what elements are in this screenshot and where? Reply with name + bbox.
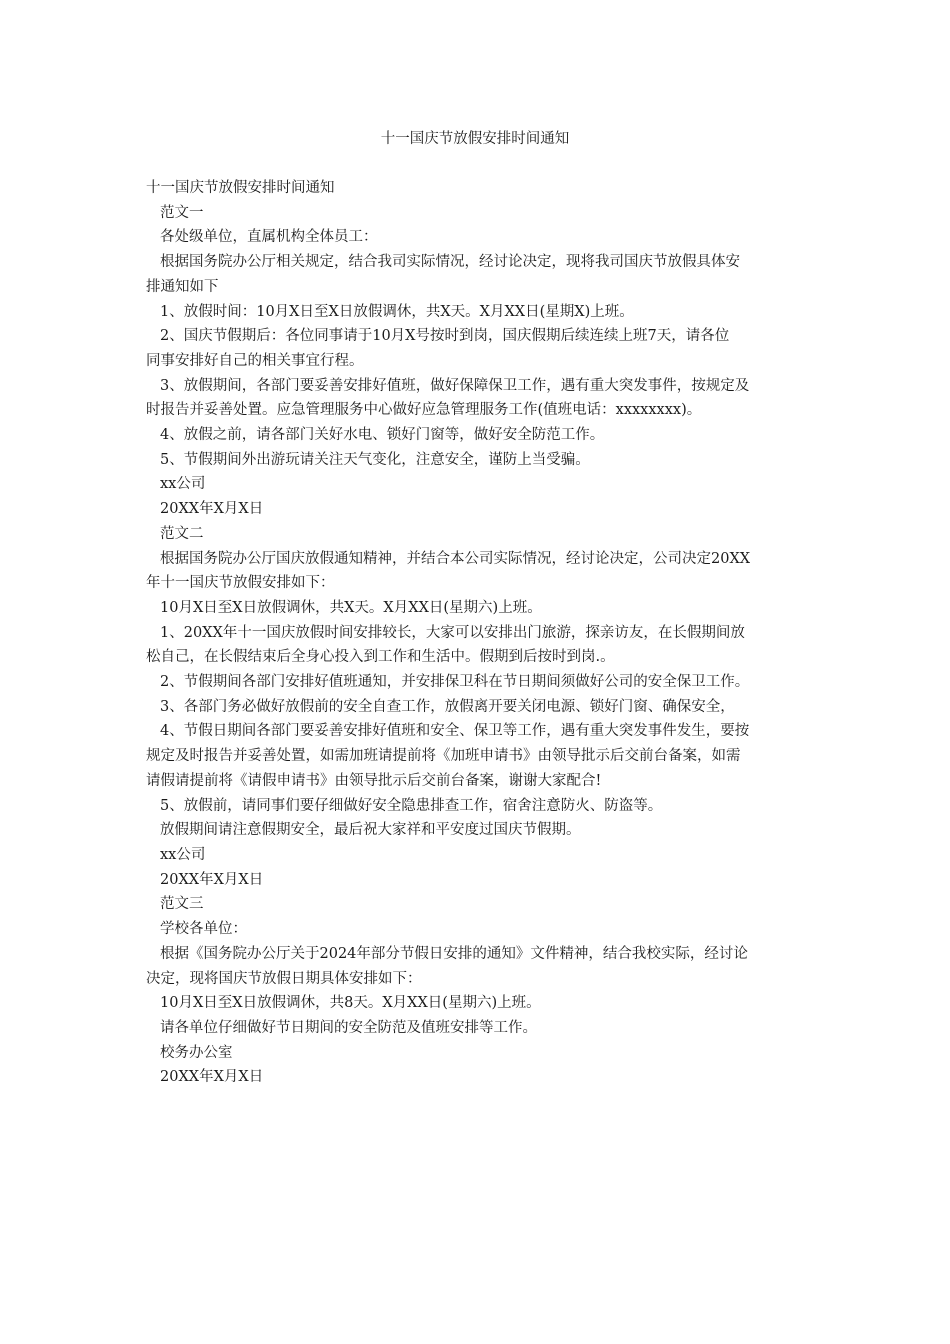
doc-line: 松自己，在长假结束后全身心投入到工作和生活中。假期到后按时到岗.。 <box>146 649 615 666</box>
doc-line: 范文三 <box>160 896 204 913</box>
doc-line: 年十一国庆节放假安排如下： <box>146 575 335 592</box>
doc-line: 根据国务院办公厅相关规定，结合我司实际情况，经讨论决定，现将我司国庆节放假具体安 <box>160 254 740 271</box>
doc-line: 学校各单位： <box>160 921 247 938</box>
doc-line: 20XX年X月X日 <box>160 501 264 518</box>
doc-line: 范文一 <box>160 204 204 221</box>
doc-line: 根据《国务院办公厅关于2024年部分节假日安排的通知》文件精神，结合我校实际，经讨论 <box>160 945 748 962</box>
doc-line: 同事安排好自己的相关事宜行程。 <box>146 352 364 369</box>
doc-line: 10月X日至X日放假调休，共X天。X月XX日(星期六)上班。 <box>160 599 542 616</box>
doc-line: 放假期间请注意假期安全，最后祝大家祥和平安度过国庆节假期。 <box>160 822 581 839</box>
doc-line: 校务办公室 <box>160 1044 233 1061</box>
doc-line: 时报告并妥善处置。应急管理服务中心做好应急管理服务工作(值班电话：xxxxxxxx)。 <box>146 402 702 419</box>
document-title: 十一国庆节放假安排时间通知 <box>380 131 570 147</box>
doc-line: 十一国庆节放假安排时间通知 <box>146 180 335 196</box>
doc-line: 20XX年X月X日 <box>160 871 264 888</box>
doc-line: xx公司 <box>160 476 206 493</box>
doc-line: 范文二 <box>160 525 204 542</box>
doc-line: 根据国务院办公厅国庆放假通知精神，并结合本公司实际情况，经讨论决定，公司决定20XX <box>160 550 751 567</box>
doc-line: 3、放假期间，各部门要妥善安排好值班，做好保障保卫工作，遇有重大突发事件，按规定及 <box>160 377 750 394</box>
doc-line: 3、各部门务必做好放假前的安全自查工作，放假离开要关闭电源、锁好门窗、确保安全， <box>160 698 735 715</box>
doc-line: 1、放假时间：10月X日至X日放假调休，共X天。X月XX日(星期X)上班。 <box>160 303 634 320</box>
doc-line: xx公司 <box>160 846 206 863</box>
doc-line: 请假请提前将《请假申请书》由领导批示后交前台备案，谢谢大家配合! <box>146 772 602 789</box>
doc-line: 4、放假之前，请各部门关好水电、锁好门窗等，做好安全防范工作。 <box>160 427 605 444</box>
document-body <box>146 176 810 1090</box>
doc-line: 各处级单位，直属机构全体员工： <box>160 229 378 246</box>
doc-line: 5、节假期间外出游玩请关注天气变化，注意安全，谨防上当受骗。 <box>160 451 590 468</box>
doc-line: 请各单位仔细做好节日期间的安全防范及值班安排等工作。 <box>160 1019 537 1036</box>
doc-line: 2、国庆节假期后：各位同事请于10月X号按时到岗，国庆假期后续连续上班7天，请各位 <box>160 328 730 345</box>
doc-line: 规定及时报告并妥善处置，如需加班请提前将《加班申请书》由领导批示后交前台备案，如需 <box>146 748 741 765</box>
doc-line: 20XX年X月X日 <box>160 1069 264 1086</box>
doc-line: 2、节假期间各部门安排好值班通知，并安排保卫科在节日期间须做好公司的安全保卫工作。 <box>160 674 750 691</box>
doc-line: 4、节假日期间各部门要妥善安排好值班和安全、保卫等工作，遇有重大突发事件发生，要按 <box>160 723 750 740</box>
doc-line: 10月X日至X日放假调休，共8天。X月XX日(星期六)上班。 <box>160 995 541 1012</box>
doc-line: 1、20XX年十一国庆放假时间安排较长，大家可以安排出门旅游，探亲访友，在长假期间放 <box>160 624 745 641</box>
doc-line: 决定，现将国庆节放假日期具体安排如下： <box>146 970 422 987</box>
doc-line: 排通知如下 <box>146 278 219 295</box>
doc-line: 5、放假前，请同事们要仔细做好安全隐患排查工作，宿舍注意防火、防盗等。 <box>160 797 663 814</box>
